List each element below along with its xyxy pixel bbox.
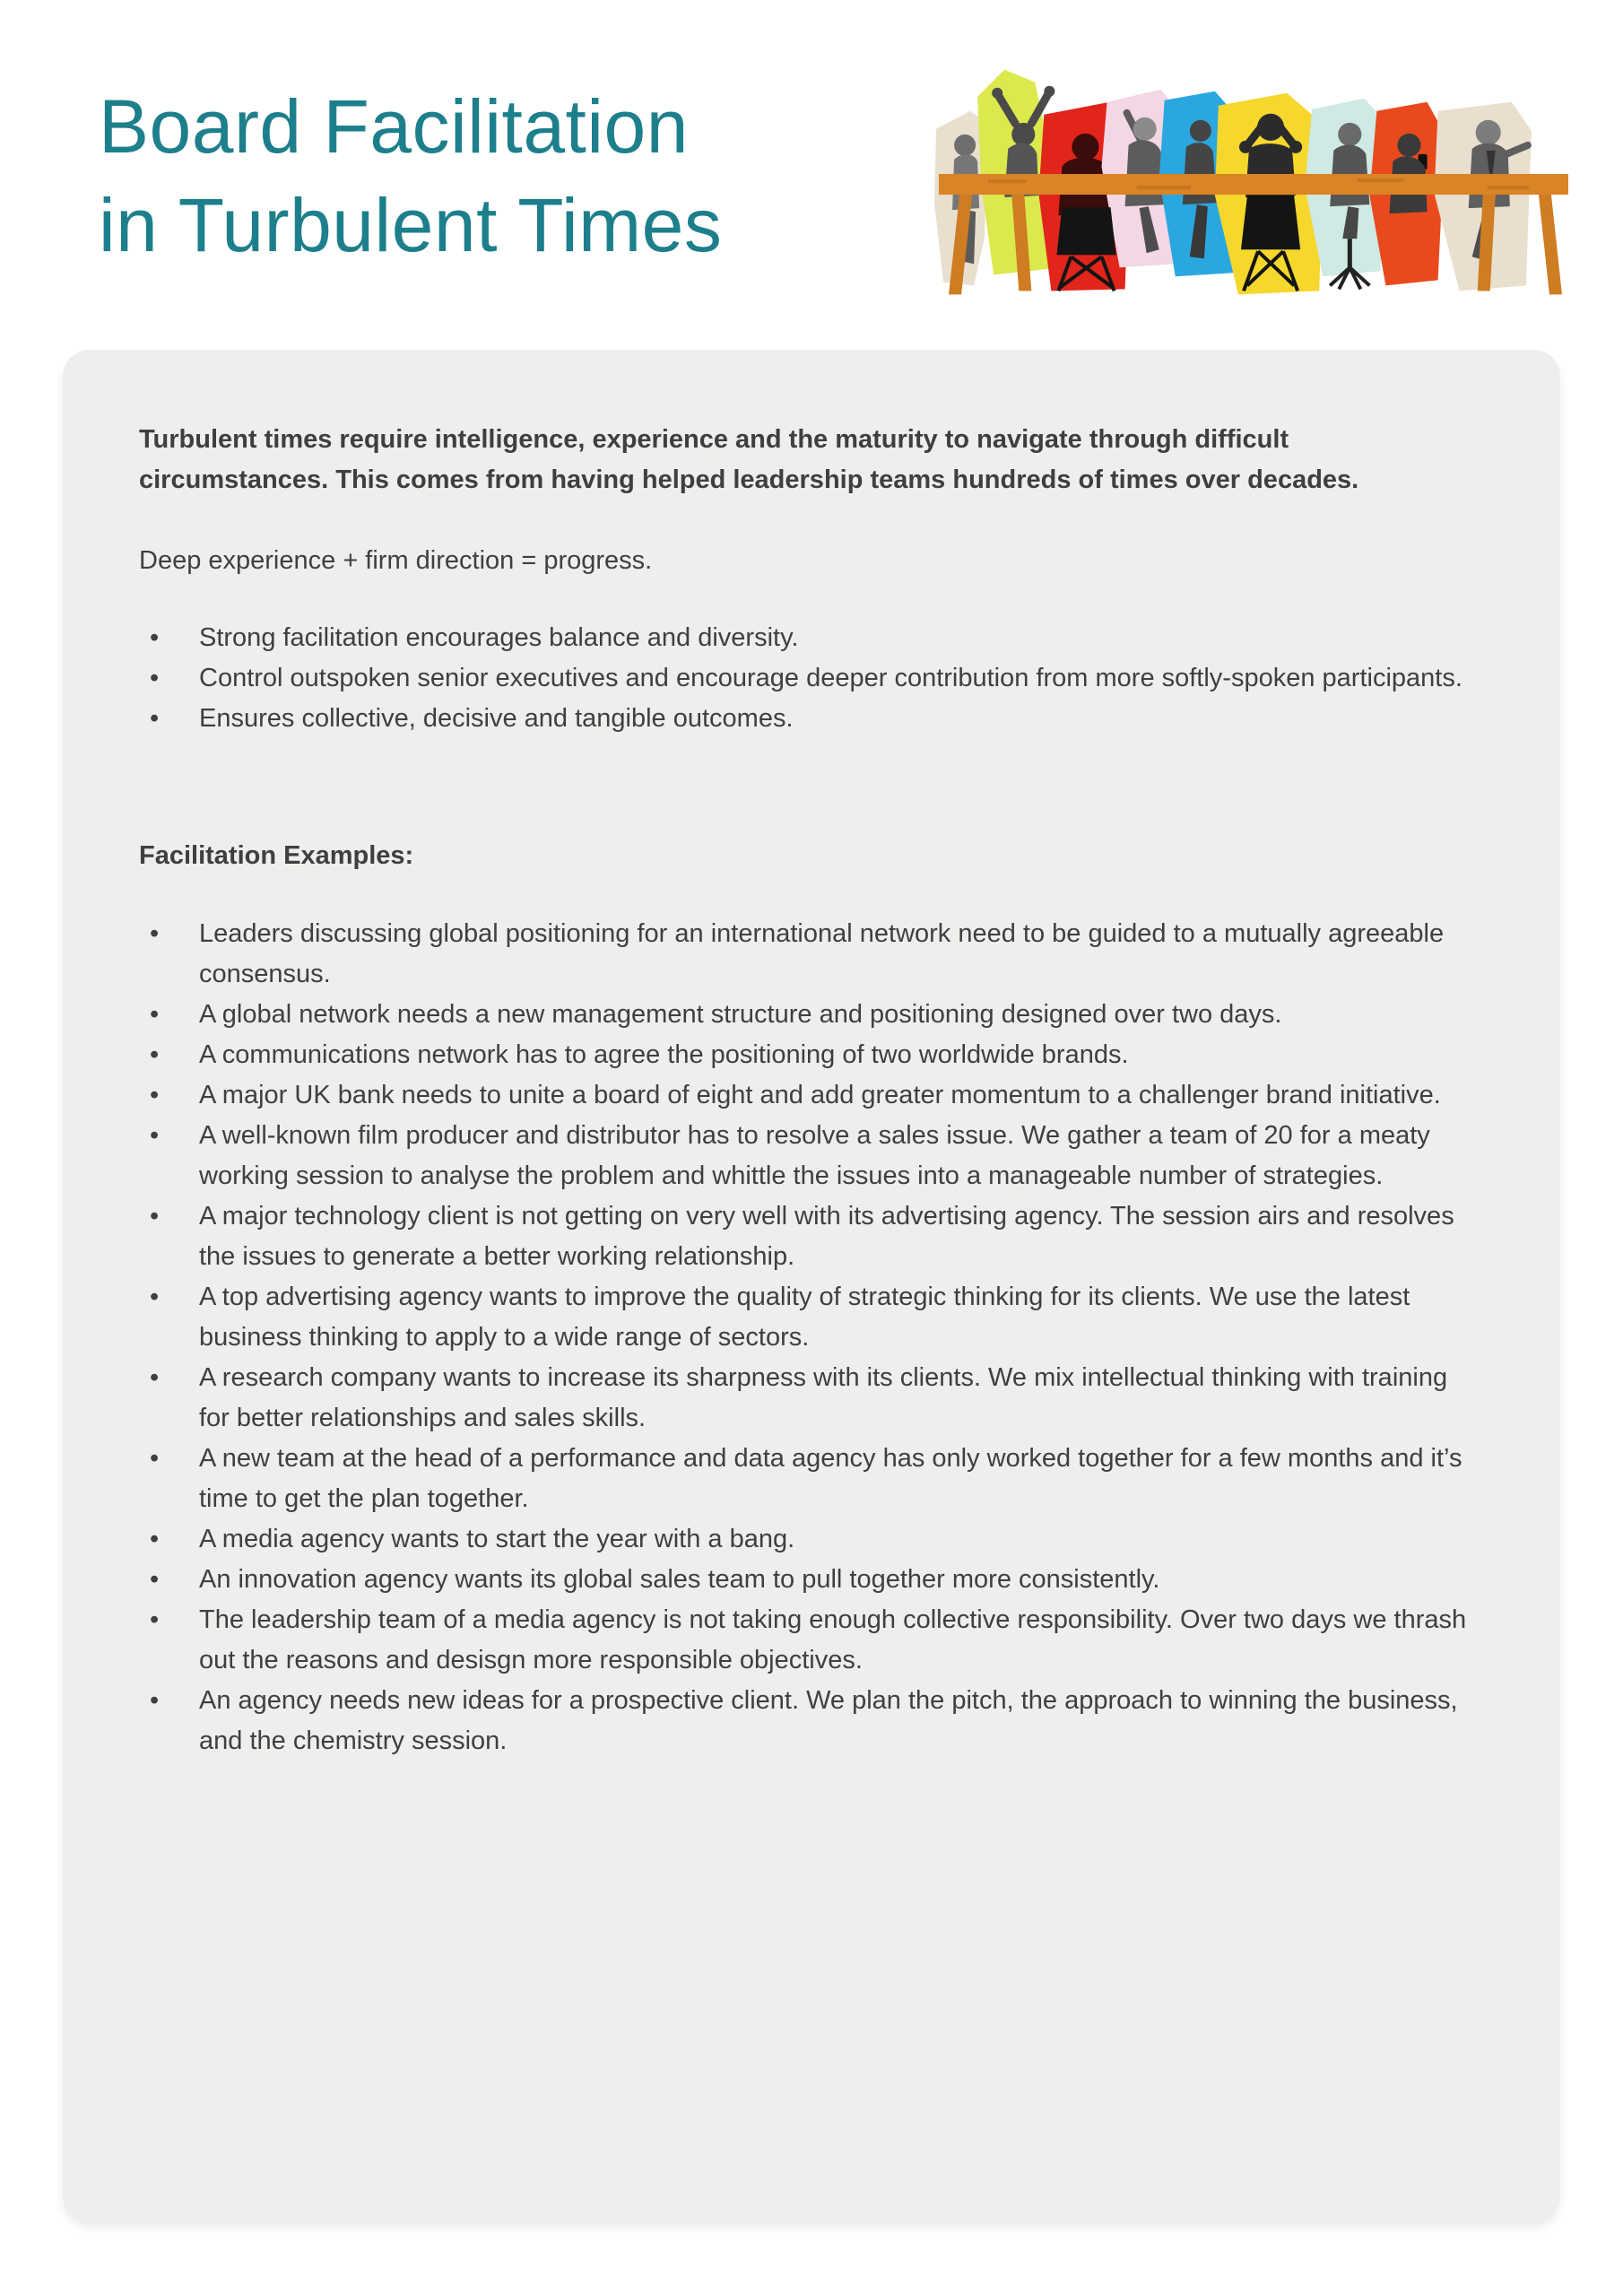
list-item: • An innovation agency wants its global sales team to pull together more consistently. <box>139 1560 1484 1600</box>
content-card <box>63 350 1560 2222</box>
list-item: • A new team at the head of a performance and data agency has only worked together for a few months and it’s time to get the plan together. <box>139 1439 1484 1519</box>
list-item: • A media agency wants to start the year with a bang. <box>139 1519 1484 1560</box>
list-item: • A major technology client is not getting on very well with its advertising agency. The session airs and resolves the issues to generate a better working relationship. <box>139 1196 1484 1277</box>
page-title-line1: Board Facilitation <box>99 84 689 169</box>
list-item: • A top advertising agency wants to improve the quality of strategic thinking for its clients. We use the latest business thinking to apply to a wide range of sectors. <box>139 1277 1484 1358</box>
examples-list <box>139 914 1484 1761</box>
list-item: • An agency needs new ideas for a prospective client. We plan the pitch, the approach to winning the business, and the chemistry session. <box>139 1681 1484 1761</box>
list-item: • A major UK bank needs to unite a board of eight and add greater momentum to a challenger brand initiative. <box>139 1075 1484 1116</box>
list-item: • A communications network has to agree the positioning of two worldwide brands. <box>139 1035 1484 1075</box>
formula-line: Deep experience + firm direction = progress. <box>139 546 653 575</box>
page-title <box>99 77 722 274</box>
list-item: • The leadership team of a media agency is not taking enough collective responsibility. Over two days we thrash out the reasons and desisgn more responsible objectives. <box>139 1600 1484 1681</box>
intro-paragraph: Turbulent times require intelligence, experience and the maturity to navigate through difficult circumstances. This comes from having helped leadership teams hundreds of times over decades. <box>139 425 1359 494</box>
boardroom-collage-illustration <box>934 57 1573 303</box>
examples-heading: Facilitation Examples: <box>139 841 414 870</box>
list-item: • Ensures collective, decisive and tangible outcomes. <box>139 699 1484 739</box>
list-item: • Leaders discussing global positioning for an international network need to be guided to a mutually agreeable consensus. <box>139 914 1484 995</box>
list-item: • A global network needs a new management structure and positioning designed over two days. <box>139 995 1484 1035</box>
list-item: • Control outspoken senior executives and encourage deeper contribution from more softly-spoken participants. <box>139 658 1484 699</box>
list-item: • A well-known film producer and distributor has to resolve a sales issue. We gather a team of 20 for a meaty working session to analyse the problem and whittle the issues into a manageable number of strategies. <box>139 1116 1484 1196</box>
list-item: • A research company wants to increase its sharpness with its clients. We mix intellectual thinking with training for better relationships and sales skills. <box>139 1358 1484 1439</box>
benefits-list <box>139 618 1484 739</box>
page-title-line2: in Turbulent Times <box>99 183 723 267</box>
list-item: • Strong facilitation encourages balance and diversity. <box>139 618 1484 658</box>
